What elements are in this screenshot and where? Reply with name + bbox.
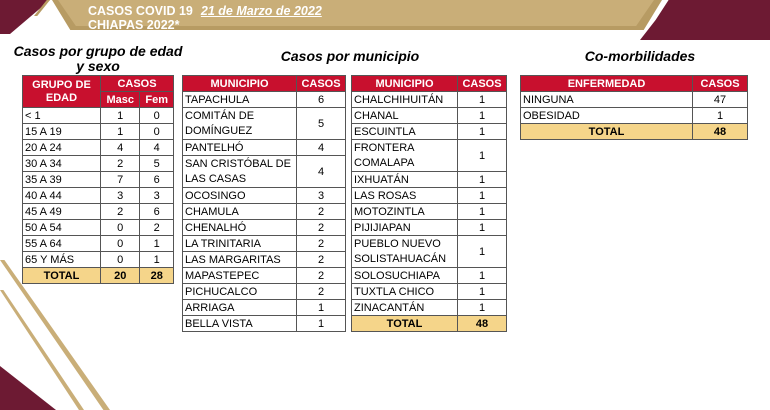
table-row <box>183 236 346 252</box>
table-row <box>183 284 346 300</box>
municipality-name-cell: COMITÁN DE DOMÍNGUEZ <box>183 108 297 140</box>
municipality-header-2: MUNICIPIO <box>352 76 458 92</box>
comorbidity-cases-header: CASOS <box>693 76 748 92</box>
masc-cell: 0 <box>101 236 140 252</box>
table-row <box>23 252 174 268</box>
comorbidity-table-body <box>521 92 748 140</box>
age-group-cell: 40 A 44 <box>23 188 101 204</box>
age-group-cell: 35 A 39 <box>23 172 101 188</box>
municipality-cases-cell: 2 <box>297 268 346 284</box>
municipality-name-cell: ARRIAGA <box>183 300 297 316</box>
table-row <box>183 188 346 204</box>
municipality-cases-cell: 1 <box>458 220 507 236</box>
fem-cell: 4 <box>140 140 174 156</box>
municipality-cases-cell: 1 <box>297 300 346 316</box>
municipality-name-cell: SOLOSUCHIAPA <box>352 268 458 284</box>
municipality-cases-header-1: CASOS <box>297 76 346 92</box>
table-row <box>352 188 507 204</box>
municipality-name-cell: LA TRINITARIA <box>183 236 297 252</box>
masc-cell: 1 <box>101 108 140 124</box>
municipality-name-cell: TUXTLA CHICO <box>352 284 458 300</box>
municipality-cases-cell: 3 <box>297 188 346 204</box>
masc-cell: 3 <box>101 188 140 204</box>
municipality-cases-header-2: CASOS <box>458 76 507 92</box>
fem-cell: 1 <box>140 252 174 268</box>
age-group-cell: 30 A 34 <box>23 156 101 172</box>
age-cases-header: CASOS <box>101 76 174 92</box>
table-row <box>352 124 507 140</box>
header-title <box>88 4 322 32</box>
table-row <box>183 300 346 316</box>
municipality-name-cell: MOTOZINTLA <box>352 204 458 220</box>
table-row <box>23 140 174 156</box>
table-row <box>352 236 507 268</box>
fem-cell: 5 <box>140 156 174 172</box>
municipality-name-cell: PANTELHÓ <box>183 140 297 156</box>
municipality-table-2-body <box>352 92 507 332</box>
municipality-cases-cell: 4 <box>297 156 346 188</box>
municipality-cases-cell: 1 <box>458 236 507 268</box>
table-row <box>352 204 507 220</box>
municipality-name-cell: OCOSINGO <box>183 188 297 204</box>
municipality-cases-cell: 1 <box>297 316 346 332</box>
table-row <box>352 284 507 300</box>
municipality-name-cell: LAS MARGARITAS <box>183 252 297 268</box>
table-row <box>23 188 174 204</box>
table-row <box>23 220 174 236</box>
total-row <box>521 124 748 140</box>
table-row <box>183 252 346 268</box>
total-label: TOTAL <box>521 124 693 140</box>
table-row <box>521 92 748 108</box>
header-date: 21 de Marzo de 2022 <box>200 4 322 18</box>
masc-cell: 4 <box>101 140 140 156</box>
corner-decoration-top-left <box>0 0 50 34</box>
municipality-name-cell: PUEBLO NUEVO SOLISTAHUACÁN <box>352 236 458 268</box>
municipality-name-cell: ESCUINTLA <box>352 124 458 140</box>
municipality-cases-cell: 2 <box>297 252 346 268</box>
municipality-cases-cell: 1 <box>458 188 507 204</box>
municipality-cases-cell: 5 <box>297 108 346 140</box>
table-row <box>352 172 507 188</box>
municipality-cases-cell: 1 <box>458 284 507 300</box>
age-group-cell: 15 A 19 <box>23 124 101 140</box>
municipality-name-cell: CHANAL <box>352 108 458 124</box>
municipality-cases-cell: 2 <box>297 284 346 300</box>
table-row <box>352 140 507 172</box>
table-row <box>352 300 507 316</box>
municipality-name-cell: CHENALHÓ <box>183 220 297 236</box>
table-row <box>183 92 346 108</box>
age-sex-table <box>22 75 174 284</box>
fem-cell: 3 <box>140 188 174 204</box>
masc-cell: 2 <box>101 204 140 220</box>
municipality-cases-cell: 1 <box>458 108 507 124</box>
masc-cell: 1 <box>101 124 140 140</box>
fem-cell: 0 <box>140 124 174 140</box>
municipality-name-cell: CHALCHIHUITÁN <box>352 92 458 108</box>
municipality-name-cell: PIJIJIAPAN <box>352 220 458 236</box>
masc-cell: 2 <box>101 156 140 172</box>
municipality-name-cell: CHAMULA <box>183 204 297 220</box>
municipality-table-1-body <box>183 92 346 332</box>
fem-cell: 6 <box>140 204 174 220</box>
total-row <box>352 316 507 332</box>
corner-decoration-top-right <box>640 0 770 40</box>
table-row <box>352 220 507 236</box>
total-fem: 28 <box>140 268 174 284</box>
municipality-cases-cell: 6 <box>297 92 346 108</box>
total-value: 48 <box>458 316 507 332</box>
table-row <box>183 156 346 188</box>
fem-cell: 6 <box>140 172 174 188</box>
municipality-cases-cell: 2 <box>297 220 346 236</box>
municipality-cases-cell: 4 <box>297 140 346 156</box>
section-title-age: Casos por grupo de edad y sexo <box>13 43 183 74</box>
masc-cell: 0 <box>101 220 140 236</box>
municipality-name-cell: PICHUCALCO <box>183 284 297 300</box>
age-group-cell: 55 A 64 <box>23 236 101 252</box>
masc-header: Masc <box>101 92 140 108</box>
table-row <box>23 124 174 140</box>
disease-name-cell: NINGUNA <box>521 92 693 108</box>
total-value: 48 <box>693 124 748 140</box>
municipality-name-cell: SAN CRISTÓBAL DE LAS CASAS <box>183 156 297 188</box>
municipality-cases-cell: 2 <box>297 204 346 220</box>
age-group-cell: 20 A 24 <box>23 140 101 156</box>
age-group-cell: 65 Y MÁS <box>23 252 101 268</box>
table-row <box>183 108 346 140</box>
age-group-cell: 45 A 49 <box>23 204 101 220</box>
table-row <box>352 108 507 124</box>
table-row <box>183 316 346 332</box>
municipality-name-cell: IXHUATÁN <box>352 172 458 188</box>
table-row <box>23 236 174 252</box>
age-group-cell: 50 A 54 <box>23 220 101 236</box>
table-row <box>352 92 507 108</box>
fem-cell: 0 <box>140 108 174 124</box>
masc-cell: 0 <box>101 252 140 268</box>
disease-name-cell: OBESIDAD <box>521 108 693 124</box>
age-table-body <box>23 108 174 284</box>
table-row <box>23 172 174 188</box>
age-group-header: GRUPO DE EDAD <box>23 76 101 108</box>
header-subtitle: CHIAPAS 2022* <box>88 18 180 32</box>
total-row <box>23 268 174 284</box>
municipality-name-cell: LAS ROSAS <box>352 188 458 204</box>
masc-cell: 7 <box>101 172 140 188</box>
table-row <box>23 204 174 220</box>
table-row <box>23 108 174 124</box>
municipality-header-1: MUNICIPIO <box>183 76 297 92</box>
table-row <box>183 220 346 236</box>
table-row <box>352 268 507 284</box>
total-label: TOTAL <box>23 268 101 284</box>
fem-cell: 2 <box>140 220 174 236</box>
municipality-cases-cell: 1 <box>458 140 507 172</box>
total-masc: 20 <box>101 268 140 284</box>
age-group-cell: < 1 <box>23 108 101 124</box>
fem-cell: 1 <box>140 236 174 252</box>
municipality-cases-cell: 1 <box>458 204 507 220</box>
fem-header: Fem <box>140 92 174 108</box>
municipality-cases-cell: 1 <box>458 268 507 284</box>
disease-cases-cell: 47 <box>693 92 748 108</box>
table-row <box>183 268 346 284</box>
municipality-cases-cell: 1 <box>458 300 507 316</box>
header-title-text: CASOS COVID 19 <box>88 4 193 18</box>
municipality-name-cell: ZINACANTÁN <box>352 300 458 316</box>
table-row <box>521 108 748 124</box>
table-row <box>23 156 174 172</box>
disease-cases-cell: 1 <box>693 108 748 124</box>
comorbidity-table <box>520 75 748 140</box>
municipality-table-2 <box>351 75 507 332</box>
municipality-table-1 <box>182 75 346 332</box>
municipality-name-cell: MAPASTEPEC <box>183 268 297 284</box>
municipality-name-cell: TAPACHULA <box>183 92 297 108</box>
municipality-name-cell: BELLA VISTA <box>183 316 297 332</box>
municipality-name-cell: FRONTERA COMALAPA <box>352 140 458 172</box>
total-label: TOTAL <box>352 316 458 332</box>
municipality-cases-cell: 1 <box>458 172 507 188</box>
municipality-cases-cell: 1 <box>458 124 507 140</box>
corner-decoration-bottom-left <box>0 366 56 410</box>
table-row <box>183 140 346 156</box>
section-title-municipality: Casos por municipio <box>280 48 420 64</box>
table-row <box>183 204 346 220</box>
municipality-cases-cell: 2 <box>297 236 346 252</box>
disease-header: ENFERMEDAD <box>521 76 693 92</box>
section-title-comorbidity: Co-morbilidades <box>584 48 696 64</box>
municipality-cases-cell: 1 <box>458 92 507 108</box>
